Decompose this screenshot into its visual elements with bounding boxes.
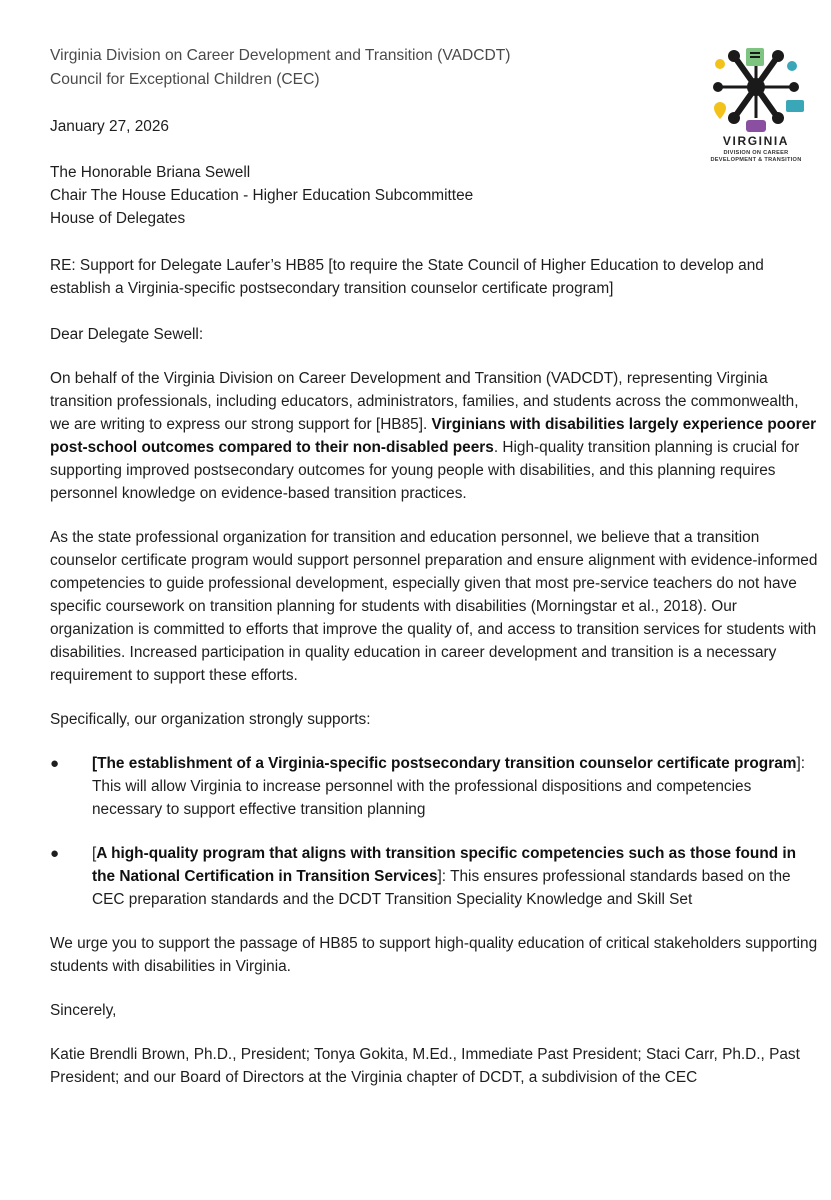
logo-subtitle: DIVISION ON CAREER DEVELOPMENT & TRANSITION [710,150,802,163]
support-list [50,752,818,911]
list-item-text: ]: This ensures professional standards based on the CEC preparation standards and the DCDT Transition Speciality Knowledge and Skill Set [92,868,791,908]
signers: Katie Brendli Brown, Ph.D., President; Tonya Gokita, M.Ed., Immediate Past President; Staci Carr, Ph.D., Past President; and our Board of Directors at the Virginia chapter of DCDT, a subdivision of the CEC [50,1046,800,1086]
re-line: RE: Support for Delegate Laufer’s HB85 [to require the State Council of Higher Education to develop and establish a Virginia-specific postsecondary transition counselor certificate program] [50,257,764,297]
urge-paragraph: We urge you to support the passage of HB85 to support high-quality education of critical stakeholders supporting students with disabilities in Virginia. [50,935,818,975]
paragraph-1 [50,367,818,505]
list-item-text: ]: This will allow Virginia to increase personnel with the professional dispositions and competencies necessary to support effective transition planning [92,755,805,818]
addressee-name: The Honorable Briana Sewell [50,164,251,181]
paragraph-1-text-a: On behalf of the Virginia Division on Career Development and Transition (VADCDT), representing Virginia transition professionals, including educators, administrators, families, and students across the commonwealth, we are writing to express our strong support for [HB85]. [50,370,799,433]
logo-title: VIRGINIA [722,134,790,148]
org-line-2: Council for Exceptional Children (CEC) [50,71,320,88]
org-line-1: Virginia Division on Career Development and Transition (VADCDT) [50,47,511,64]
letter-body [50,44,818,1089]
addressee-block [50,161,818,230]
org-header [50,44,818,92]
addressee-org: House of Delegates [50,210,186,227]
paragraph-2: As the state professional organization for transition and education personnel, we believe that a transition counselor certificate program would support personnel preparation and ensure alignment with evidence-informed competencies to guide professional development, especially given that most pre-service teachers do not have specific coursework on transition planning for students with disabilities (Morningstar et al., 2018). Our organization is committed to efforts that improve the quality of, and access to transition services for students with disabilities. Increased participation in quality education in career development and transition is a necessary requirement to support these efforts. [50,529,818,684]
closing: Sincerely, [50,1002,117,1019]
list-item [50,842,818,911]
list-intro: Specifically, our organization strongly supports: [50,711,371,728]
bullet-icon: ● [50,845,60,862]
list-item [50,752,818,821]
list-item-bold: A high-quality program that aligns with transition specific competencies such as those found in the National Certification in Transition Services [92,845,797,885]
letter-date: January 27, 2026 [50,118,169,135]
addressee-title: Chair The House Education - Higher Education Subcommittee [50,187,474,204]
paragraph-1-text-b: . High-quality transition planning is crucial for supporting improved postsecondary outcomes for young people with disabilities, and this planning requires personnel knowledge on evidence-based transition practices. [50,439,800,502]
paragraph-1-bold: Virginians with disabilities largely experience poorer post-school outcomes compared to their non-disabled peers [50,416,817,456]
salutation: Dear Delegate Sewell: [50,326,204,343]
bullet-icon: ● [50,755,60,772]
list-item-prefix: [ [92,845,97,862]
list-item-bold: [The establishment of a Virginia-specific postsecondary transition counselor certificate program [92,755,797,772]
